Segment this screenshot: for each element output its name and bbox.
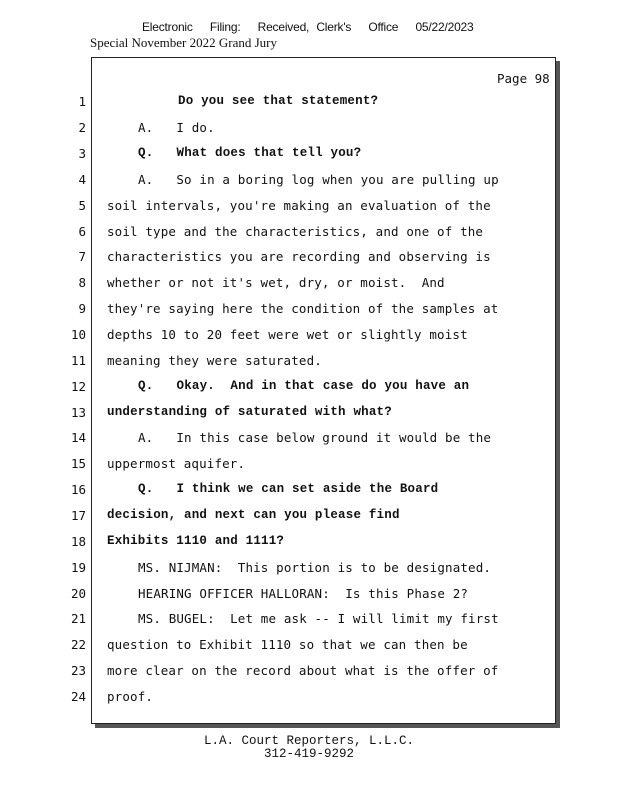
line-number: 13 xyxy=(70,405,86,420)
transcript-line: Q. I think we can set aside the Board xyxy=(138,482,439,496)
line-number: 14 xyxy=(70,430,86,445)
line-number: 9 xyxy=(78,301,86,316)
line-number: 24 xyxy=(70,689,86,704)
line-number: 2 xyxy=(78,120,86,135)
transcript-line: HEARING OFFICER HALLORAN: Is this Phase 2? xyxy=(138,586,469,601)
line-number: 23 xyxy=(70,663,86,678)
transcript-line: soil intervals, you're making an evaluation of the xyxy=(107,198,491,213)
filing-office: Office xyxy=(368,20,399,34)
transcript-line: they're saying here the condition of the samples at xyxy=(107,301,499,316)
transcript-line: Exhibits 1110 and 1111? xyxy=(107,534,285,548)
transcript-line: question to Exhibit 1110 so that we can then be xyxy=(107,637,468,652)
transcript-line: soil type and the characteristics, and one of the xyxy=(107,224,484,239)
line-number: 19 xyxy=(70,560,86,575)
transcript-line: A. In this case below ground it would be the xyxy=(138,430,492,445)
line-number: 3 xyxy=(78,146,86,161)
filing-stamp xyxy=(142,20,488,34)
transcript-line: uppermost aquifer. xyxy=(107,456,246,471)
transcript-line: meaning they were saturated. xyxy=(107,353,322,368)
line-number: 4 xyxy=(78,172,86,187)
line-number: 7 xyxy=(78,249,86,264)
transcript-line: understanding of saturated with what? xyxy=(107,405,392,419)
line-number: 12 xyxy=(70,379,86,394)
transcript-line: whether or not it's wet, dry, or moist. And xyxy=(107,275,445,290)
filing-date: 05/22/2023 xyxy=(415,20,474,34)
filing-filing: Filing: xyxy=(209,20,241,34)
line-number: 15 xyxy=(70,456,86,471)
page-number: Page 98 xyxy=(497,71,550,86)
line-number: 16 xyxy=(70,482,86,497)
line-number: 21 xyxy=(70,611,86,626)
transcript-line: A. So in a boring log when you are pulling up xyxy=(138,172,499,187)
line-number: 10 xyxy=(70,327,86,342)
transcript-line: decision, and next can you please find xyxy=(107,508,400,522)
transcript-line: more clear on the record about what is the offer of xyxy=(107,663,499,678)
line-number: 1 xyxy=(78,94,86,109)
line-number: 6 xyxy=(78,224,86,239)
transcript-line: Do you see that statement? xyxy=(178,94,379,108)
transcript-line: Q. What does that tell you? xyxy=(138,146,362,160)
line-number: 17 xyxy=(70,508,86,523)
transcript-line: A. I do. xyxy=(138,120,215,135)
line-number: 5 xyxy=(78,198,86,213)
case-title: Special November 2022 Grand Jury xyxy=(90,35,278,50)
filing-clerks: Clerk's xyxy=(316,20,352,34)
transcript-line: characteristics you are recording and observing is xyxy=(107,249,491,264)
transcript-line: MS. NIJMAN: This portion is to be designated. xyxy=(138,560,492,575)
filing-received: Received, xyxy=(257,20,310,34)
filing-electronic: Electronic xyxy=(142,20,193,34)
line-number: 8 xyxy=(78,275,86,290)
line-number: 20 xyxy=(70,586,86,601)
line-number: 22 xyxy=(70,637,86,652)
transcript-line: MS. BUGEL: Let me ask -- I will limit my first xyxy=(138,611,499,626)
line-number: 11 xyxy=(70,353,86,368)
footer-company: L.A. Court Reporters, L.L.C. xyxy=(203,734,415,748)
transcript-line: Q. Okay. And in that case do you have an xyxy=(138,379,470,393)
transcript-line: proof. xyxy=(107,689,154,704)
transcript-line: depths 10 to 20 feet were wet or slightly moist xyxy=(107,327,468,342)
footer-phone: 312-419-9292 xyxy=(263,747,354,761)
line-number: 18 xyxy=(70,534,86,549)
